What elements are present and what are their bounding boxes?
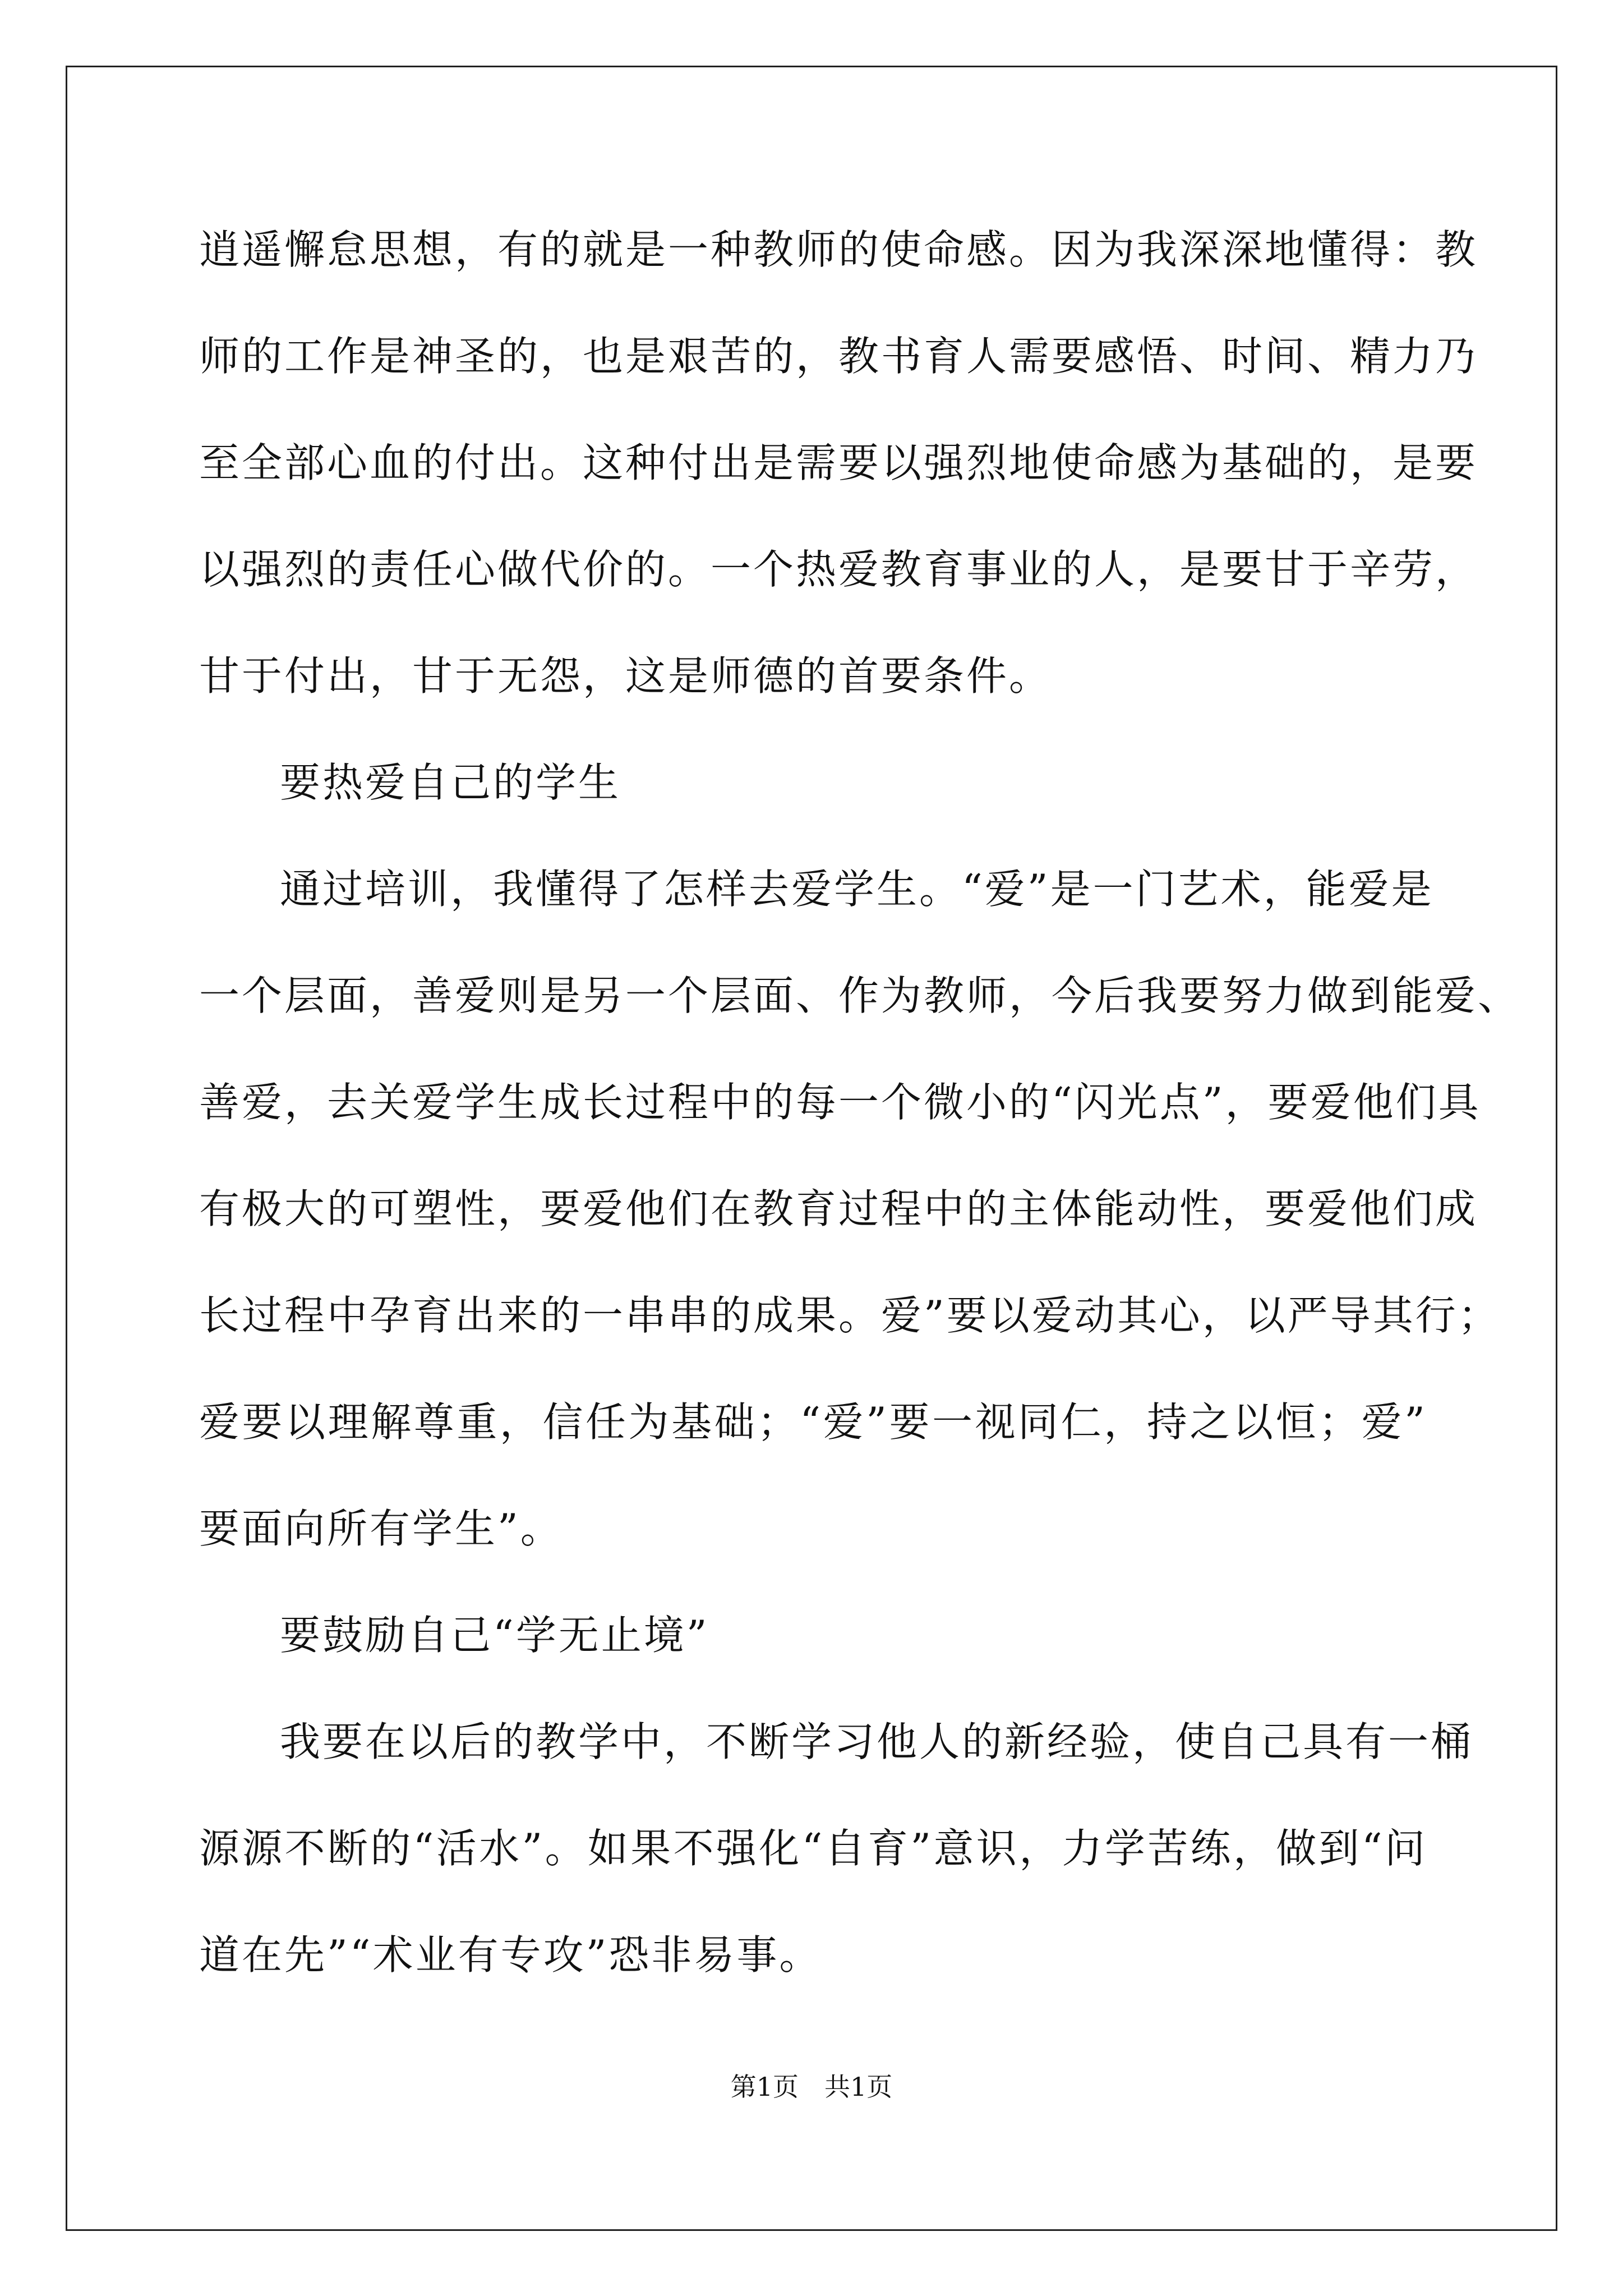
page-number-footer: 第1页 共1页 bbox=[730, 2072, 893, 2102]
paragraph-line: 有极大的可塑性，要爱他们在教育过程中的主体能动性，要爱他们成 bbox=[199, 1185, 1478, 1232]
paragraph-line: 善爱，去关爱学生成长过程中的每一个微小的“闪光点”，要爱他们具 bbox=[199, 1079, 1481, 1126]
section-heading: 要热爱自己的学生 bbox=[280, 759, 621, 806]
paragraph-line: 源源不断的“活水”。如果不强化“自育”意识，力学苦练，做到“问 bbox=[199, 1825, 1427, 1872]
paragraph-line: 一个层面，善爱则是另一个层面、作为教师，今后我要努力做到能爱、 bbox=[199, 972, 1521, 1019]
paragraph-line: 至全部心血的付出。这种付出是需要以强烈地使命感为基础的，是要 bbox=[199, 439, 1478, 486]
paragraph-line: 以强烈的责任心做代价的。一个热爱教育事业的人，是要甘于辛劳， bbox=[199, 546, 1478, 593]
paragraph-line: 道在先”“术业有专攻”恐非易事。 bbox=[199, 1931, 822, 1978]
paragraph-line: 甘于付出，甘于无怨，这是师德的首要条件。 bbox=[199, 652, 1052, 700]
page-border bbox=[66, 66, 1557, 2231]
paragraph-line: 爱要以理解尊重，信任为基础；“爱”要一视同仁，持之以恒；爱” bbox=[199, 1398, 1427, 1446]
paragraph-line: 师的工作是神圣的，也是艰苦的，教书育人需要感悟、时间、精力乃 bbox=[199, 333, 1478, 380]
section-heading: 要鼓励自己“学无止境” bbox=[280, 1612, 709, 1659]
paragraph-line: 要面向所有学生”。 bbox=[199, 1505, 563, 1552]
paragraph-line: 我要在以后的教学中，不断学习他人的新经验，使自己具有一桶 bbox=[280, 1718, 1474, 1765]
paragraph-line: 长过程中孕育出来的一串串的成果。爱”要以爱动其心，以严导其行； bbox=[199, 1292, 1501, 1339]
paragraph-line: 逍遥懈怠思想，有的就是一种教师的使命感。因为我深深地懂得：教 bbox=[199, 226, 1478, 273]
paragraph-line: 通过培训，我懂得了怎样去爱学生。“爱”是一门艺术，能爱是 bbox=[280, 866, 1434, 913]
